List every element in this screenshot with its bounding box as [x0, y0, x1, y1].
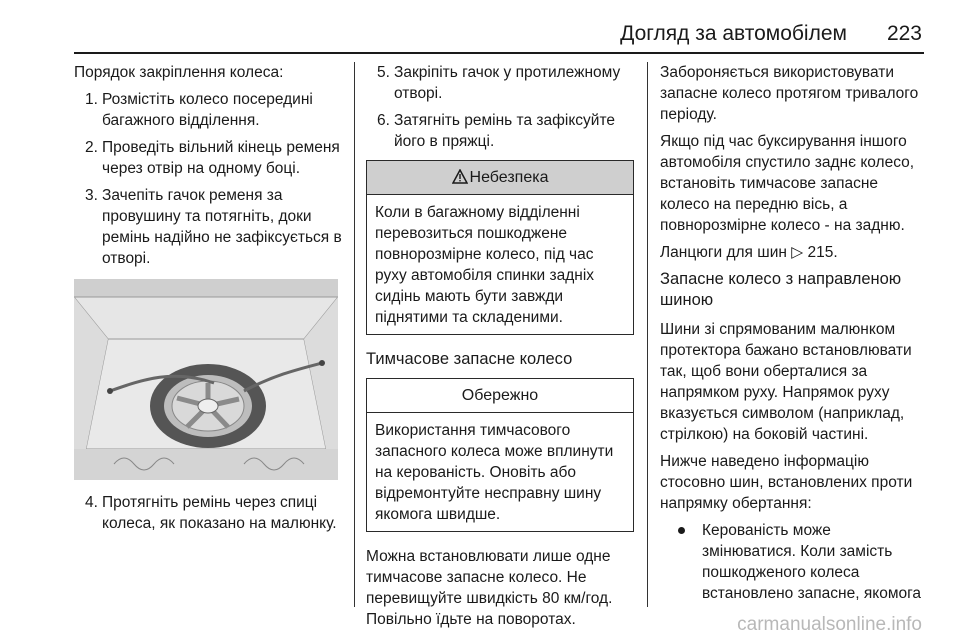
section-heading: Тимчасове запасне колесо — [366, 350, 573, 368]
bullet-icon — [678, 527, 685, 534]
page-number: 223 — [886, 22, 922, 45]
column-divider — [354, 62, 355, 607]
paragraph: Нижче наведено інформацію стосовно шин, встановлених проти напрямку обертання: — [660, 453, 913, 512]
list-item: 4. Протягніть ремінь через спиці колеса, як показано на малюнку. — [85, 494, 337, 532]
list-item: 5. Закріпіть гачок у протилежному отворі. — [377, 64, 621, 102]
danger-header — [367, 161, 633, 195]
caution-box — [366, 378, 634, 532]
page-ref-arrow-icon: ▷ — [791, 244, 804, 261]
danger-box — [366, 160, 634, 335]
list-item: 3. Зачепіть гачок ременя за провушину та потягніть, доки ремінь надійно не зафіксується в отворі. — [85, 187, 342, 267]
paragraph: Якщо під час буксирування іншого автомобіля спустило заднє колесо, встановіть тимчасове запасне колесо на передню вісь, а повнорозмірне колесо - на задню. — [660, 133, 915, 234]
page-ref[interactable]: 215. — [807, 244, 838, 261]
caution-text: Використання тимчасового запасного колеса може вплинути на керованість. Оновіть або відремонтуйте несправну шину якомога швидше. — [375, 422, 614, 523]
paragraph: Забороняється використовувати запасне колесо протягом тривалого періоду. — [660, 64, 919, 123]
list-item: Керованість може змінюватися. Коли замість пошкодженого колеса встановлено запасне, якомога — [660, 520, 928, 604]
column-divider — [647, 62, 648, 607]
steps-list — [366, 62, 634, 152]
chains-text: Ланцюги для шин — [660, 244, 787, 261]
warning-triangle-icon — [452, 169, 468, 184]
steps-list — [74, 89, 342, 269]
danger-title: Небезпека — [469, 169, 549, 186]
intro-text: Порядок закріплення колеса: — [74, 64, 284, 81]
steps-list — [74, 492, 342, 534]
page-header — [620, 22, 922, 46]
column-2 — [366, 62, 634, 636]
danger-text: Коли в багажному відділенні перевозиться пошкоджене повнорозмірне колесо, під час руху автомобіля спинки задніх сидінь мають бути завжди піднятими та складеними. — [375, 204, 595, 326]
list-item: 6. Затягніть ремінь та зафіксуйте його в пряжці. — [377, 112, 615, 150]
column-3 — [660, 62, 928, 604]
paragraph — [660, 242, 928, 263]
header-divider — [74, 52, 924, 54]
spare-wheel-illustration — [74, 279, 338, 480]
column-1 — [74, 62, 342, 540]
caution-title: Обережно — [367, 379, 633, 413]
section-heading: Запасне колесо з направленою шиною — [660, 270, 902, 309]
list-item: 2. Проведіть вільний кінець ременя через отвір на одному боці. — [85, 139, 340, 177]
header-title: Догляд за автомобілем — [620, 22, 847, 45]
paragraph: Шини зі спрямованим малюнком протектора бажано встановлювати так, щоб вони оберталися за напрямком руху. Напрямок руху вказується символом (наприклад, стрілкою) на боковій частині. — [660, 321, 912, 443]
watermark: carmanualsonline.info — [737, 614, 922, 635]
list-item: 1. Розмістіть колесо посередині багажного відділення. — [85, 91, 313, 129]
paragraph: Можна встановлювати лише одне тимчасове запасне колесо. Не перевищуйте швидкість 80 км/год. Повільно їдьте на поворотах. — [366, 548, 613, 628]
